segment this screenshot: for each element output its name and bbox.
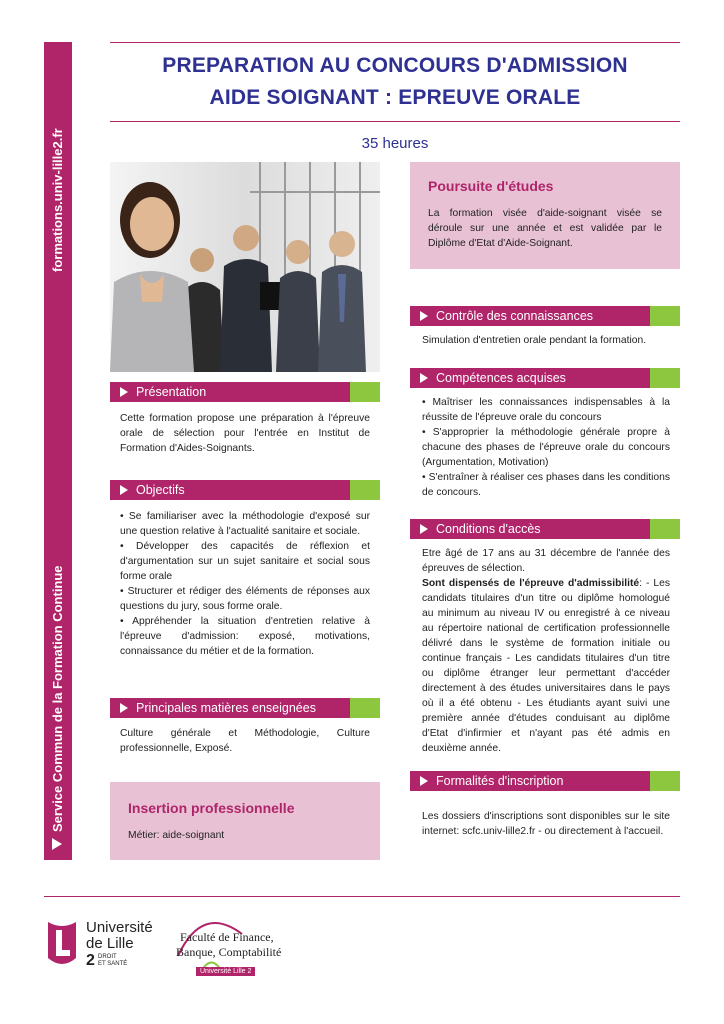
triangle-arrow-icon xyxy=(120,387,128,397)
objectifs-title: Objectifs xyxy=(136,483,185,497)
fac-name-line2: Banque, Comptabilité xyxy=(176,945,282,959)
objectifs-list xyxy=(120,509,370,659)
triangle-arrow-icon xyxy=(420,373,428,383)
conditions-detail: : - Les candidats titulaires d'un titre ou diplôme homologué au minimum au niveau IV ou enregistré à ce niveau au répertoire national de certification professionnelle délivré dans le système de formation initiale ou continue français - Les candidats titulaires d'un titre ou diplôme étranger leur permettant d'accéder directement à des études universitaires dans le pays où il a été obtenu - Les étudiants ayant suivi une première année d'études conduisant au diplôme d'Etat d'infirmier et n'ayant pas été admis en deuxième année. xyxy=(422,578,670,754)
univ-number: 2 xyxy=(86,952,95,969)
objectifs-header xyxy=(110,480,380,500)
poursuite-title: Poursuite d'études xyxy=(428,178,554,194)
conditions-header xyxy=(410,519,680,539)
universite-emblem-icon xyxy=(44,922,80,970)
poursuite-box xyxy=(410,162,680,269)
conditions-dispense xyxy=(422,576,670,756)
presentation-text: Cette formation propose une préparation à l'épreuve orale de sélection pour l'entrée en Institut de Formation d'Aides-Soignants. xyxy=(120,413,370,454)
fac-badge: Université Lille 2 xyxy=(196,967,255,976)
matieres-title: Principales matières enseignées xyxy=(136,701,316,715)
universite-lille2-logo xyxy=(44,920,164,980)
triangle-arrow-icon xyxy=(120,485,128,495)
footer-rule xyxy=(44,896,680,897)
presentation-title: Présentation xyxy=(136,385,207,399)
list-item: • Structurer et rédiger des éléments de réponses aux questions du jury, sous forme orale. xyxy=(120,586,370,612)
inscription-text: Les dossiers d'inscriptions sont disponibles sur le site internet: scfc.univ-lille2.fr - ou directement à l'accueil. xyxy=(422,811,670,837)
poursuite-text: La formation visée d'aide-soignant visée se déroule sur une année et est validée par le Diplôme d'Etat d'Aide-Soignant. xyxy=(428,208,662,249)
insertion-title: Insertion professionnelle xyxy=(128,800,295,816)
conditions-text xyxy=(422,546,670,756)
fac-name-line1: Faculté de Finance, xyxy=(180,930,274,944)
univ-name-line1: Université xyxy=(86,919,153,936)
list-item: • S'entraîner à réaliser ces phases dans les conditions de concours. xyxy=(422,472,670,498)
conditions-title: Conditions d'accès xyxy=(436,522,541,536)
top-rule xyxy=(110,42,680,43)
sidebar-service-label: Service Commun de la Formation Continue xyxy=(50,565,65,832)
inscription-title: Formalités d'inscription xyxy=(436,774,564,788)
controle-header xyxy=(410,306,680,326)
sidebar-band xyxy=(44,42,72,860)
list-item: • Maîtriser les connaissances indispensables à la réussite de l'épreuve orale du concours xyxy=(422,397,670,423)
controle-title: Contrôle des connaissances xyxy=(436,309,594,323)
sidebar-url[interactable]: formations.univ-lille2.fr xyxy=(50,128,65,272)
univ-name-line2: de Lille xyxy=(86,935,134,952)
conditions-age: Etre âgé de 17 ans au 31 décembre de l'année des épreuves de sélection. xyxy=(422,548,670,574)
insertion-text: Métier: aide-soignant xyxy=(128,830,225,841)
univ-sub2: ET SANTÉ xyxy=(98,961,128,967)
insertion-box xyxy=(110,782,380,860)
competences-header xyxy=(410,368,680,388)
univ-sub1: DROIT xyxy=(98,954,117,960)
controle-text: Simulation d'entretien orale pendant la formation. xyxy=(422,335,647,346)
faculte-finance-logo xyxy=(172,914,292,984)
team-photo xyxy=(110,162,380,372)
inscription-header xyxy=(410,771,680,791)
triangle-arrow-icon xyxy=(420,776,428,786)
triangle-arrow-icon xyxy=(52,838,62,850)
list-item: • Appréhender la situation d'entretien relative à l'épreuve d'admission: exposé, motivations, connaissance du métier et de la formation. xyxy=(120,616,370,657)
list-item: • S'approprier la méthodologie générale propre à chacune des phases de l'épreuve orale du concours (Argumentation, Motivation) xyxy=(422,427,670,468)
list-item: • Se familiariser avec la méthodologie d'exposé sur une question relative à l'actualité sanitaire et sociale. xyxy=(120,511,370,537)
triangle-arrow-icon xyxy=(420,524,428,534)
list-item: • Développer des capacités de réflexion et d'argumentation sur un sujet sanitaire et social sous forme orale xyxy=(120,541,370,582)
page-title-line2: AIDE SOIGNANT : EPREUVE ORALE xyxy=(209,86,581,109)
matieres-text: Culture générale et Méthodologie, Culture professionnelle, Exposé. xyxy=(120,728,370,754)
matieres-header xyxy=(110,698,380,718)
title-rule xyxy=(110,121,680,122)
conditions-bold: Sont dispensés de l'épreuve d'admissibilité xyxy=(422,578,640,589)
competences-title: Compétences acquises xyxy=(436,371,566,385)
triangle-arrow-icon xyxy=(420,311,428,321)
duration-label: 35 heures xyxy=(361,135,429,152)
page-title-line1: PREPARATION AU CONCOURS D'ADMISSION xyxy=(162,54,628,77)
competences-list xyxy=(422,395,670,500)
triangle-arrow-icon xyxy=(120,703,128,713)
presentation-header xyxy=(110,382,380,402)
